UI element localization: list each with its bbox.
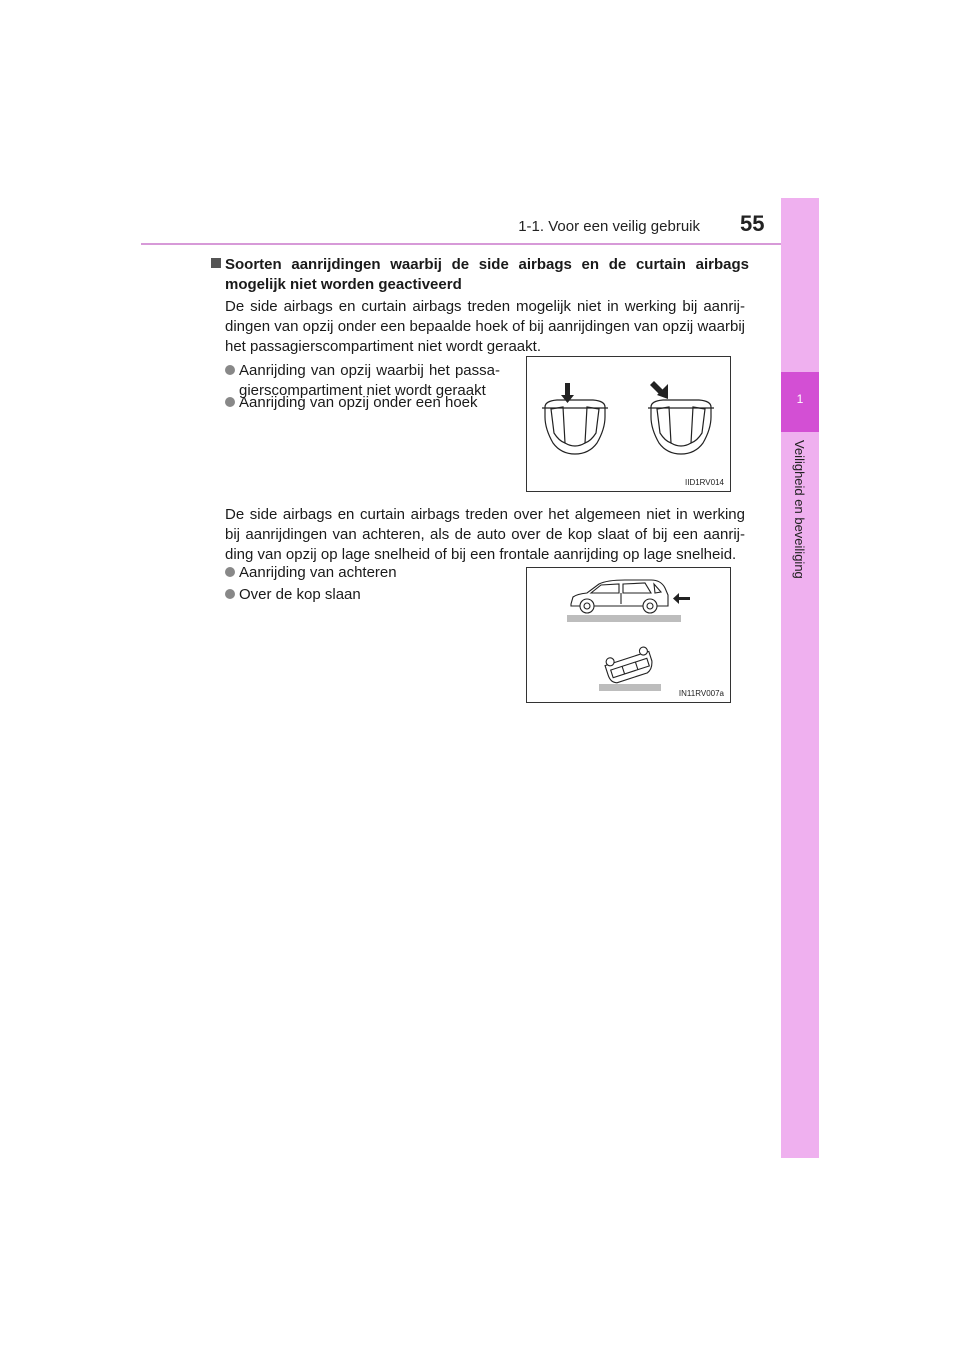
car-top-view-icon [648,400,714,454]
arrow-left-icon [673,593,690,604]
suv-side-view-icon [571,580,668,613]
header-divider [141,243,818,245]
circle-bullet-icon [225,567,235,577]
paragraph-intro: De side airbags en curtain airbags treden mogelijk niet in werking bij aanrijdingen van opzij onder een bepaalde hoek of bij aanrijdingen van opzij waarbij het passagierscompartiment niet wordt geraakt. [225,298,745,355]
ground-shade [599,684,661,691]
circle-bullet-icon [225,589,235,599]
chapter-side-tab [781,198,819,1158]
side-impact-drawing [527,357,732,493]
section-heading [211,255,749,295]
figure-code: IID1RV014 [685,478,724,487]
page-number: 55 [740,211,765,236]
list-item-text: Aanrijding van opzij waarbij het passagierscompartiment niet wordt geraakt [239,362,500,399]
rollover-car-icon [603,646,655,685]
circle-bullet-icon [225,397,235,407]
list-item-text: Aanrijding van achteren [239,564,397,581]
list-item [225,585,500,605]
chapter-label: Veiligheid en beveiliging [792,440,807,579]
list-item [225,393,500,413]
figure-code: IN11RV007a [678,689,724,698]
list-item-text: Over de kop slaan [239,586,361,603]
circle-bullet-icon [225,365,235,375]
arrow-diagonal-icon [650,381,668,399]
list-item-text: Aanrijding van opzij onder een hoek [239,394,478,411]
section-title: 1-1. Voor een veilig gebruik [518,218,700,235]
rear-impact-rollover-illustration [526,567,731,703]
ground-shade [567,615,681,622]
car-top-view-icon [542,400,608,454]
list-item [225,563,500,583]
side-impact-illustration [526,356,731,492]
rear-impact-drawing [527,568,732,704]
paragraph-general: De side airbags en curtain airbags treden over het algemeen niet in werking bij aanrijdingen van achteren, als de auto over de kop slaat of bij een aanrijding van opzij op lage snelheid of bij een frontale aanrijding op lage snelheid. [225,506,745,563]
heading-text: Soorten aanrijdingen waarbij de side airbags en de curtain airbags mogelijk niet worden geactiveerd [225,256,749,293]
square-bullet-icon [211,258,221,268]
chapter-number: 1 [796,392,804,406]
